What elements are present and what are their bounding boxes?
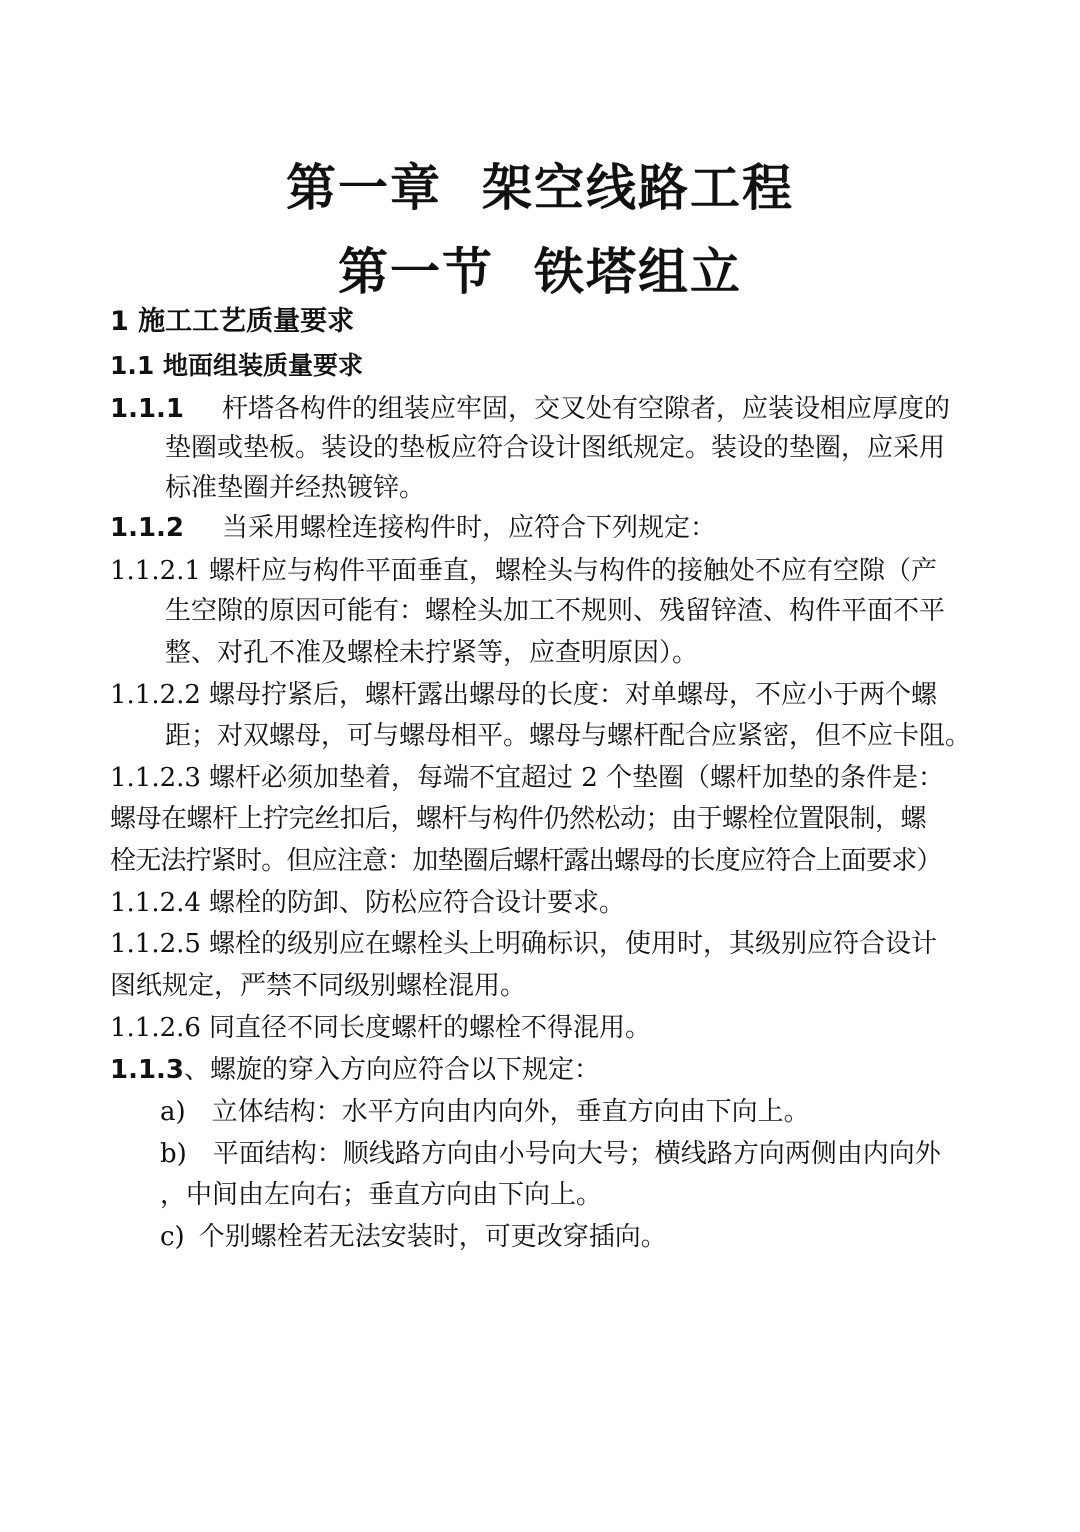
- clause-text: 螺母拧紧后，螺杆露出螺母的长度：对单螺母，不应小于两个螺: [208, 680, 937, 710]
- list-item-b: [160, 1138, 980, 1170]
- clause-number: 1.1.2: [110, 513, 185, 543]
- clause-number: 1.1.2.2: [110, 680, 201, 710]
- clause-1-1-2-4: [110, 887, 980, 919]
- list-text: 平面结构：顺线路方向由小号向大号；横线路方向两侧由内向外: [212, 1139, 941, 1169]
- clause-number: 1.1.3: [110, 1055, 185, 1085]
- clause-1-1-2-2: [110, 679, 980, 711]
- clause-1-1-1-line-3: 标准垫圈并经热镀锌。: [165, 473, 426, 503]
- clause-1-1-2-6: [110, 1012, 980, 1044]
- list-marker: b): [160, 1139, 187, 1169]
- clause-1-1-3: [110, 1054, 980, 1086]
- clause-1-1-1: [110, 393, 980, 425]
- clause-1-1-1-line-2: 垫圈或垫板。装设的垫板应符合设计图纸规定。装设的垫圈，应采用: [165, 433, 946, 463]
- clause-1-1-2-5: [110, 928, 980, 960]
- clause-text: 螺杆必须加垫着，每端不宜超过 2 个垫圈（螺杆加垫的条件是：: [208, 763, 945, 793]
- chapter-number: 第一章: [286, 159, 442, 217]
- clause-text: 当采用螺栓连接构件时，应符合下列规定：: [222, 513, 717, 543]
- list-text: 个别螺栓若无法安装时，可更改穿插向。: [198, 1222, 667, 1252]
- clause-1-1-2-1-line-3: 整、对孔不准及螺栓未拧紧等，应查明原因）。: [165, 638, 699, 668]
- clause-text: 杆塔各构件的组装应牢固，交叉处有空隙者，应装设相应厚度的: [222, 394, 951, 424]
- list-text: 立体结构：水平方向由内向外，垂直方向由下向上。: [211, 1097, 810, 1127]
- clause-text: 、螺旋的穿入方向应符合以下规定：: [184, 1055, 601, 1085]
- heading-1-1: 1.1 地面组装质量要求: [110, 351, 363, 380]
- clause-1-1-2-5-line-2: 图纸规定，严禁不同级别螺栓混用。: [110, 971, 527, 1001]
- list-item-b-line-2: ，中间由左向右；垂直方向由下向上。: [160, 1180, 603, 1210]
- clause-number: 1.1.2.3: [110, 763, 201, 793]
- clause-1-1-2-3-line-3: 栓无法拧紧时。但应注意：加垫圈后螺杆露出螺母的长度应符合上面要求）: [110, 846, 942, 876]
- section-title: [0, 232, 1080, 304]
- clause-number: 1.1.2.6: [110, 1013, 201, 1043]
- chapter-title: [0, 148, 1080, 220]
- clause-text: 螺栓的防卸、防松应符合设计要求。: [208, 888, 625, 918]
- list-item-a: [160, 1096, 980, 1128]
- heading-1: 1 施工工艺质量要求: [110, 306, 355, 337]
- section-name: 铁塔组立: [534, 243, 742, 301]
- clause-number: 1.1.2.1: [110, 556, 201, 586]
- clause-number: 1.1.1: [110, 394, 185, 424]
- section-number: 第一节: [338, 243, 494, 301]
- list-marker: a): [160, 1097, 186, 1127]
- clause-text: 同直径不同长度螺杆的螺栓不得混用。: [208, 1013, 651, 1043]
- clause-1-1-2-1: [110, 555, 980, 587]
- list-item-c: [160, 1221, 980, 1253]
- chapter-name: 架空线路工程: [482, 159, 794, 217]
- clause-1-1-2: [110, 512, 980, 544]
- clause-number: 1.1.2.4: [110, 888, 201, 918]
- clause-1-1-2-2-line-2: 距；对双螺母，可与螺母相平。螺母与螺杆配合应紧密，但不应卡阻。: [165, 721, 972, 751]
- clause-1-1-2-3-line-2: 螺母在螺杆上拧完丝扣后，螺杆与构件仍然松动；由于螺栓位置限制，螺: [110, 804, 927, 834]
- clause-text: 螺杆应与构件平面垂直，螺栓头与构件的接触处不应有空隙（产: [208, 556, 937, 586]
- clause-1-1-2-1-line-2: 生空隙的原因可能有：螺栓头加工不规则、残留锌渣、构件平面不平: [165, 596, 946, 626]
- list-marker: c): [160, 1222, 185, 1252]
- clause-number: 1.1.2.5: [110, 929, 201, 959]
- clause-1-1-2-3: [110, 762, 980, 794]
- clause-text: 螺栓的级别应在螺栓头上明确标识，使用时，其级别应符合设计: [208, 929, 937, 959]
